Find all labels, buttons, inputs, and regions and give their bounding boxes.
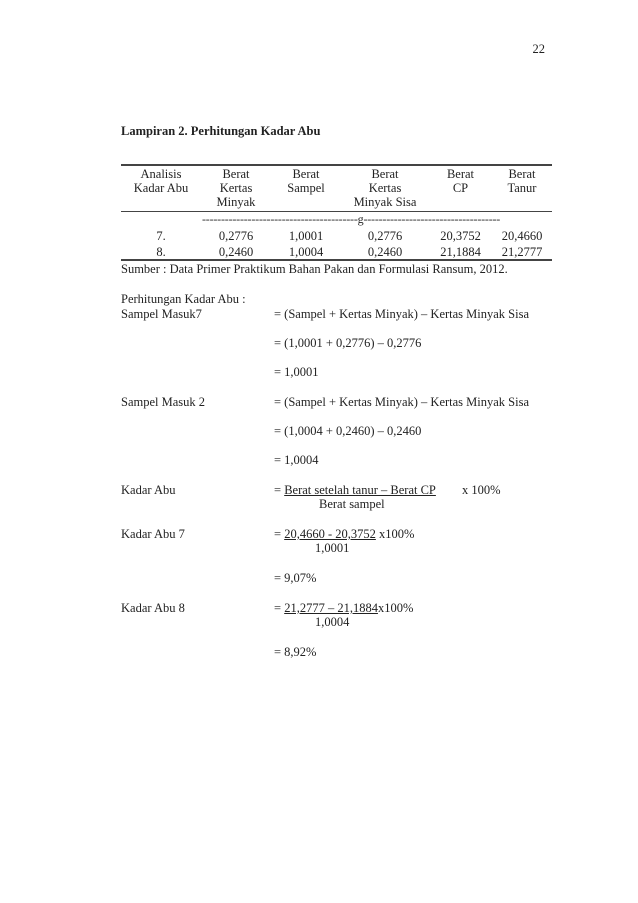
data-table — [121, 167, 552, 209]
table-cell: 21,1884 — [440, 245, 481, 259]
table-cell: 8. — [156, 245, 166, 259]
header-cell: Berat Tanur — [507, 167, 537, 195]
table-header-row — [121, 167, 552, 209]
table-cell: 21,2777 — [501, 245, 543, 259]
ash-content-factor: x 100% — [462, 483, 501, 497]
ash-content-label: Kadar Abu — [121, 483, 176, 497]
formula-numerator: Berat setelah tanur – Berat CP — [284, 483, 436, 497]
unit-line: -----------------------------------------g------------------------------------ — [202, 212, 501, 226]
table-cell: 1,0001 — [288, 229, 324, 243]
ash7-denominator: 1,0001 — [315, 541, 350, 555]
sample2-formula: = (Sampel + Kertas Minyak) – Kertas Minyak Sisa — [274, 395, 530, 409]
ash8-result: = 8,92% — [274, 645, 317, 659]
table-source: Sumber : Data Primer Praktikum Bahan Pakan dan Formulasi Ransum, 2012. — [121, 262, 508, 276]
calc-heading: Perhitungan Kadar Abu : — [121, 292, 246, 306]
sample2-substitution: = (1,0004 + 0,2460) – 0,2460 — [274, 424, 422, 438]
table-bottom-rule — [121, 259, 552, 261]
ash8-label: Kadar Abu 8 — [121, 601, 185, 615]
sample2-label: Sampel Masuk 2 — [121, 395, 206, 409]
header-cell: Berat Kertas Minyak Sisa — [353, 167, 417, 209]
page-number: 22 — [532, 42, 545, 56]
table-cell: 0,2460 — [218, 245, 254, 259]
sample2-result: = 1,0004 — [274, 453, 319, 467]
table-cell: 0,2460 — [367, 245, 403, 259]
table-cell: 7. — [156, 229, 166, 243]
formula-denominator: Berat sampel — [319, 497, 385, 511]
table-cell: 20,3752 — [440, 229, 481, 243]
table-row — [121, 229, 552, 243]
header-cell: Analisis Kadar Abu — [133, 167, 189, 195]
ash-content-formula: = Berat setelah tanur – Berat CP — [274, 483, 436, 497]
ash8-denominator: 1,0004 — [315, 615, 350, 629]
ash7-formula: = 20,4660 - 20,3752 x100% — [274, 527, 415, 541]
header-cell: Berat CP — [446, 167, 475, 195]
header-cell: Berat Kertas Minyak — [216, 167, 256, 209]
sample7-formula: = (Sampel + Kertas Minyak) – Kertas Minyak Sisa — [274, 307, 530, 321]
table-cell: 20,4660 — [501, 229, 543, 243]
table-top-rule — [121, 164, 552, 166]
ash7-result: = 9,07% — [274, 571, 317, 585]
ash8-formula: = 21,2777 – 21,1884x100% — [274, 601, 414, 615]
sample7-label: Sampel Masuk7 — [121, 307, 202, 321]
data-table-body — [121, 229, 552, 259]
page-title: Lampiran 2. Perhitungan Kadar Abu — [121, 124, 321, 138]
sample7-result: = 1,0001 — [274, 365, 319, 379]
ash8-numerator: 21,2777 – 21,1884 — [284, 601, 378, 615]
table-cell: 0,2776 — [367, 229, 403, 243]
table-row — [121, 243, 552, 259]
table-cell: 0,2776 — [218, 229, 254, 243]
sample7-substitution: = (1,0001 + 0,2776) – 0,2776 — [274, 336, 422, 350]
header-cell: Berat Sampel — [287, 167, 325, 195]
ash7-numerator: 20,4660 - 20,3752 — [284, 527, 376, 541]
table-cell: 1,0004 — [288, 245, 324, 259]
ash7-label: Kadar Abu 7 — [121, 527, 185, 541]
